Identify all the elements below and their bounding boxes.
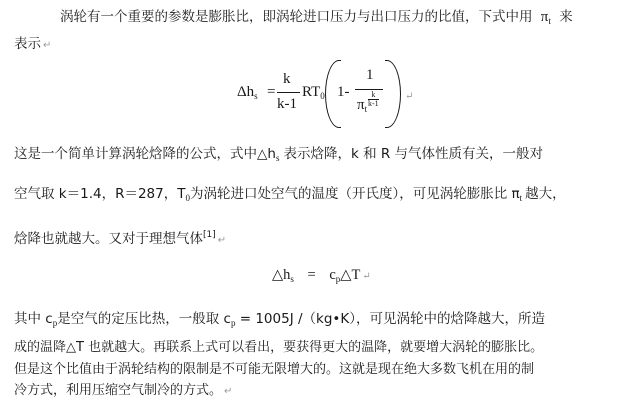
p3-line1: 其中 $c_p$是空气的定压比热，一般取 $c_p = 1005J$ /（kg•K），可见涡轮中的焓降越大，所造	[14, 311, 545, 328]
paragraph-mark-icon: ↵	[224, 386, 233, 397]
formula1-exponent: k k-1	[368, 90, 379, 108]
p3-line2: 成的温降△T 也就越大。再联系上式可以看出，要获得更大的温降，就要增大涡轮的膨胀比。	[14, 340, 544, 355]
paragraph-mark-icon: ↵	[217, 235, 227, 246]
pi-symbol: π	[540, 9, 549, 25]
formula1-rt: $RT_0$	[302, 84, 325, 101]
formula1-one-minus: 1-	[337, 84, 350, 100]
p1-line2-text: 表示	[14, 36, 41, 52]
p2-line1: 这是一个简单计算涡轮焓降的公式，式中$\triangle h_s$ 表示焓降，k 和 R 与气体性质有关，一般对	[14, 146, 544, 163]
paragraph-mark-icon: ↵	[43, 40, 52, 51]
p2-line2: 空气取 k＝1.4，R＝287，$T_0$为涡轮进口处空气的温度（开氏度），可见涡轮膨胀比 $\pi_t$ 越大，	[14, 186, 566, 203]
formula1-right-paren	[385, 60, 401, 128]
formula1-equals: =	[267, 84, 276, 100]
formula1-frac-denominator: k-1	[277, 96, 297, 112]
formula1-frac-bar	[277, 92, 300, 93]
citation-ref[interactable]: [1]	[203, 230, 216, 240]
formula1-inner-numerator: 1	[366, 67, 374, 83]
paragraph-mark-icon: ↵	[362, 271, 371, 282]
p1-line1-text: 涡轮有一个重要的参数是膨胀比，即涡轮进口压力与出口压力的比值，下式中用	[60, 9, 533, 25]
p3-line4: 冷方式，利用压缩空气制冷的方式。 ↵	[14, 383, 233, 398]
formula1-frac-numerator: k	[283, 71, 291, 87]
enthalpy-drop-formula	[237, 62, 437, 132]
p1-line1	[60, 10, 573, 25]
paragraph-mark-icon: ↵	[405, 91, 414, 102]
temperature-drop-formula: $\triangle h_s$ = $c_p\triangle T$ ↵	[272, 267, 371, 284]
p2-line3: 焓降也就越大。又对于理想气体[1] ↵	[14, 230, 227, 247]
formula1-lhs: $\Delta h_s$	[237, 84, 258, 101]
pi-subscript: t	[548, 16, 551, 26]
p1-line2	[14, 38, 51, 52]
p3-line3: 但是这个比值由于涡轮结构的限制是不可能无限增大的。这就是现在绝大多数飞机在用的制	[14, 362, 535, 377]
formula1-inner-denominator: $\pi_t$	[357, 97, 368, 114]
formula1-inner-bar	[355, 89, 383, 90]
p1-line1-end: 来	[559, 9, 573, 25]
